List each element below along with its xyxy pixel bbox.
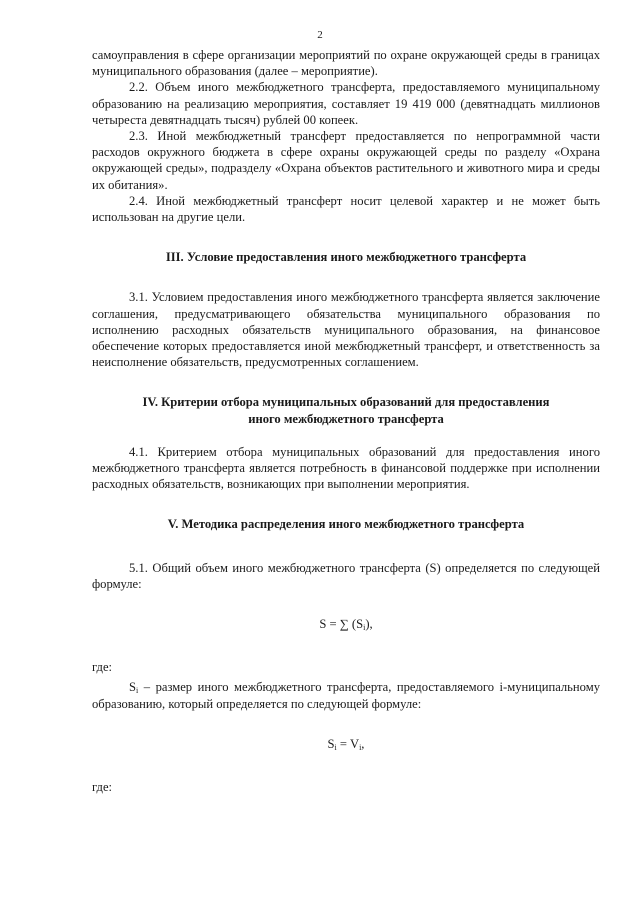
- spacer: [92, 225, 600, 249]
- formula-si-eq: = V: [336, 736, 360, 751]
- formula-si: [92, 736, 600, 752]
- si-definition: [92, 679, 600, 711]
- document-body: [92, 47, 600, 795]
- page-number: 2: [317, 29, 323, 41]
- formula-total-left: S = ∑ (S: [319, 617, 364, 632]
- where-label-2: где:: [92, 780, 113, 795]
- section-3-heading: III. Условие предоставления иного межбюджетного трансферта: [165, 250, 527, 265]
- paragraph-2-2: 2.2. Объем иного межбюджетного трансферта, предоставляемого муниципальному образованию на реализацию мероприятия, составляет 19 419 000 (девятнадцать миллионов четыреста девятнадцать тысяч) рублей 00 копеек.: [92, 80, 600, 127]
- spacer: [92, 712, 600, 736]
- spacer: [92, 752, 600, 779]
- spacer: [92, 533, 600, 560]
- formula-si-s: S: [327, 736, 335, 751]
- formula-si-s-sub: i: [334, 742, 337, 752]
- spacer: [92, 492, 600, 516]
- spacer: [92, 427, 600, 444]
- si-text: – размер иного межбюджетного трансферта, предоставляемого i-муниципальному образованию, который определяется по следующей формуле:: [92, 680, 600, 711]
- spacer: [92, 370, 600, 394]
- formula-si-end: ,: [361, 736, 365, 751]
- formula-si-v-sub: i: [359, 742, 362, 752]
- paragraph-3-1: 3.1. Условием предоставления иного межбюджетного трансферта является заключение соглашения, предусматривающего обязательства муниципального образования по исполнению расходных обязательств муниципального образования, на финансовое обеспечение которых предоставляется иной межбюджетный трансферт, и ответственность за неисполнение обязательств, предусмотренных соглашением.: [92, 290, 600, 370]
- section-5-heading: V. Методика распределения иного межбюджетного трансферта: [167, 517, 525, 532]
- paragraph-5-1: 5.1. Общий объем иного межбюджетного трансферта (S) определяется по следующей формуле:: [92, 560, 600, 591]
- formula-total: [92, 616, 600, 632]
- paragraph-2-1-continued: самоуправления в сфере организации мероприятий по охране окружающей среды в границах муниципального образования (далее – мероприятие).: [92, 48, 600, 79]
- formula-total-right: ),: [365, 617, 373, 632]
- paragraph-2-3: 2.3. Иной межбюджетный трансферт предоставляется по непрограммной части расходов окружного бюджета в сфере охраны окружающей среды по разделу «Охрана окружающей среды», подразделу «Охрана объектов растительного и животного мира и среды их обитания».: [92, 129, 600, 192]
- spacer: [92, 632, 600, 659]
- spacer: [92, 592, 600, 616]
- si-symbol: S: [129, 680, 137, 695]
- formula-total-sub: i: [363, 623, 366, 633]
- paragraph-4-1: 4.1. Критерием отбора муниципальных образований для предоставления иного межбюджетного трансферта является потребность в финансовой поддержке при исполнении расходных обязательств, возникающих при выполнении мероприятия.: [92, 444, 600, 492]
- where-label-1: где:: [92, 660, 113, 675]
- section-4-heading-line-1: IV. Критерии отбора муниципальных образований для предоставления: [142, 395, 550, 410]
- spacer: [92, 265, 600, 289]
- si-sub: i: [136, 686, 139, 696]
- section-4-heading-line-2: иного межбюджетного трансферта: [248, 411, 444, 426]
- paragraph-2-4: 2.4. Иной межбюджетный трансферт носит целевой характер и не может быть использован на другие цели.: [92, 193, 600, 225]
